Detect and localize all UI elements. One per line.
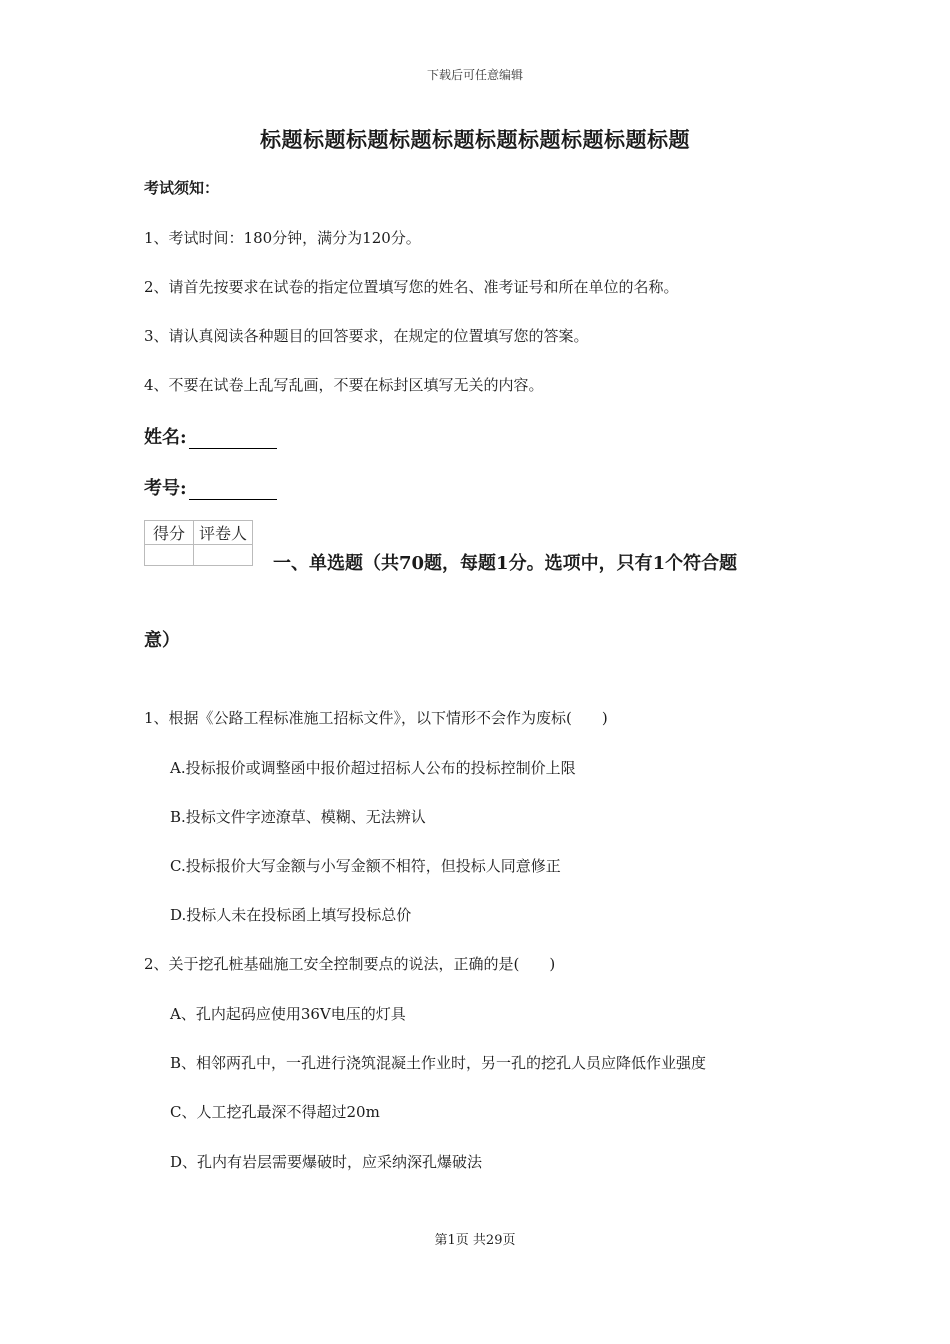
option-a: A.投标报价或调整函中报价超过招标人公布的投标控制价上限 bbox=[170, 759, 576, 777]
name-label: 姓名: bbox=[144, 427, 187, 448]
score-cell[interactable] bbox=[145, 545, 194, 566]
score-header: 得分 bbox=[145, 521, 194, 545]
option-a: A、孔内起码应使用36V电压的灯具 bbox=[170, 1005, 406, 1023]
question-text: 1、根据《公路工程标准施工招标文件》，以下情形不会作为废标( ) bbox=[144, 709, 608, 727]
notice-item: 3、请认真阅读各种题目的回答要求，在规定的位置填写您的答案。 bbox=[144, 327, 589, 345]
notice-item: 1、考试时间：180分钟，满分为120分。 bbox=[144, 229, 421, 247]
score-table bbox=[144, 520, 253, 566]
section-title-continued: 意） bbox=[144, 630, 180, 651]
notice-item: 4、不要在试卷上乱写乱画，不要在标封区填写无关的内容。 bbox=[144, 376, 544, 394]
document-title: 标题标题标题标题标题标题标题标题标题标题 bbox=[260, 127, 690, 152]
notice-heading: 考试须知： bbox=[144, 179, 220, 197]
grader-header: 评卷人 bbox=[194, 521, 253, 545]
name-blank[interactable] bbox=[189, 430, 277, 449]
notice-item: 2、请首先按要求在试卷的指定位置填写您的姓名、准考证号和所在单位的名称。 bbox=[144, 278, 679, 296]
section-title: 一、单选题（共70题，每题1分。选项中，只有1个符合题 bbox=[273, 553, 738, 574]
name-field[interactable] bbox=[144, 423, 277, 449]
exam-id-label: 考号: bbox=[144, 478, 187, 499]
grader-cell[interactable] bbox=[194, 545, 253, 566]
option-d: D、孔内有岩层需要爆破时，应采纳深孔爆破法 bbox=[170, 1153, 483, 1171]
option-d: D.投标人未在投标函上填写投标总价 bbox=[170, 906, 412, 924]
exam-id-blank[interactable] bbox=[189, 481, 277, 500]
option-b: B.投标文件字迹潦草、模糊、无法辨认 bbox=[170, 808, 426, 826]
page-footer: 第1页 共29页 bbox=[434, 1233, 516, 1248]
option-c: C.投标报价大写金额与小写金额不相符，但投标人同意修正 bbox=[170, 857, 561, 875]
option-c: C、人工挖孔最深不得超过20m bbox=[170, 1103, 380, 1121]
header-note: 下载后可任意编辑 bbox=[426, 68, 523, 82]
question-text: 2、关于挖孔桩基础施工安全控制要点的说法，正确的是( ) bbox=[144, 955, 556, 973]
exam-id-field[interactable] bbox=[144, 474, 277, 500]
option-b: B、相邻两孔中，一孔进行浇筑混凝土作业时，另一孔的挖孔人员应降低作业强度 bbox=[170, 1054, 707, 1072]
